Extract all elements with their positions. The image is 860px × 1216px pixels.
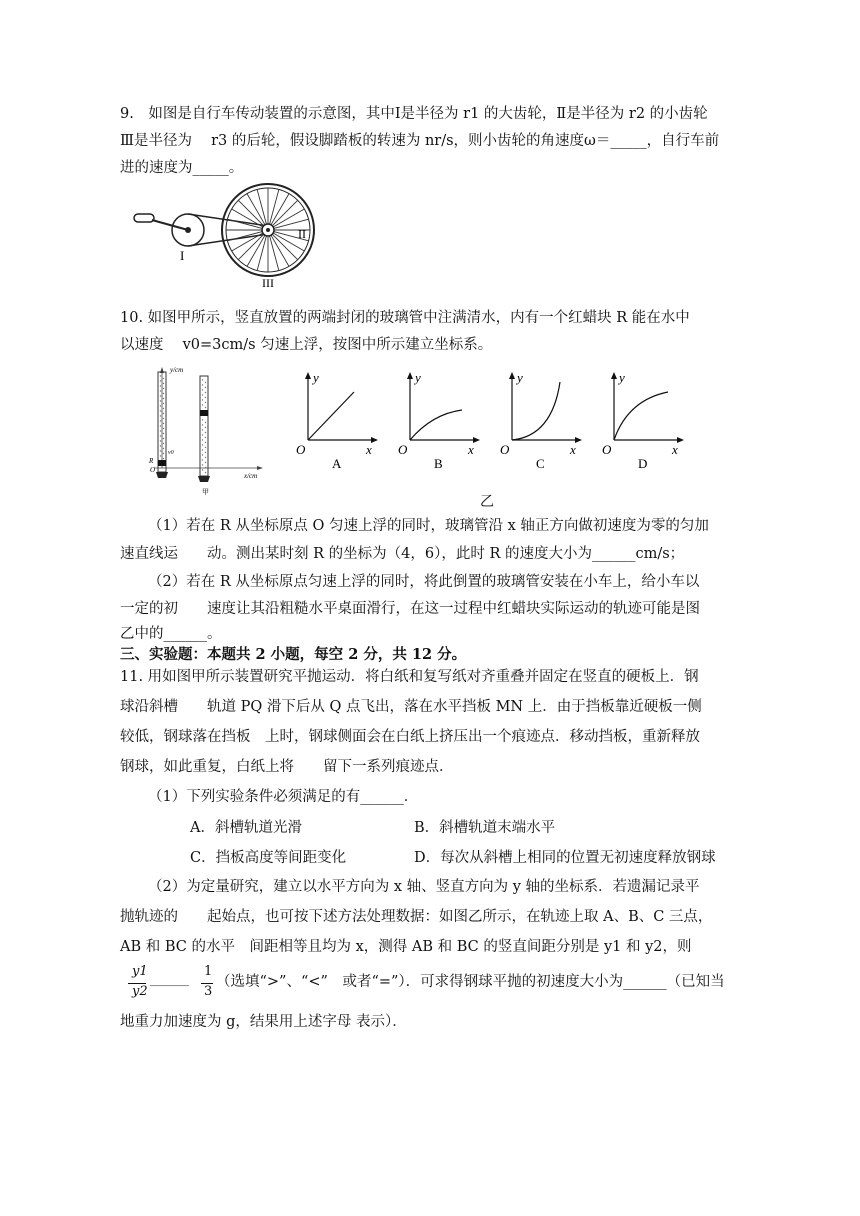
trajectory-graphs bbox=[288, 370, 688, 472]
graph-b bbox=[398, 370, 480, 471]
option-a: A．斜槽轨道光滑 bbox=[190, 820, 302, 836]
fraction-numerator: y1 bbox=[132, 964, 148, 979]
graph-d bbox=[602, 370, 684, 471]
jia-caption: 甲 bbox=[202, 488, 209, 496]
label-one: I bbox=[180, 248, 185, 263]
section-heading: 三、实验题：本题共 2 小题，每空 2 分，共 12 分。 bbox=[120, 646, 467, 663]
q9-line-3: 进的速度为_____。 bbox=[120, 160, 244, 176]
graph-a bbox=[296, 370, 378, 471]
q10-p1-line-2: 速直线运 动。测出某时刻 R 的坐标为（4，6），此时 R 的速度大小为______cm/s； bbox=[120, 546, 685, 562]
option-d: D．每次从斜槽上相同的位置无初速度释放钢球 bbox=[414, 850, 716, 866]
o-label: O bbox=[150, 466, 156, 474]
graph-option-label: B bbox=[434, 456, 443, 471]
graph-origin-label: O bbox=[602, 442, 612, 457]
q9-line-1: 9. 如图是自行车传动装置的示意图，其中Ⅰ是半径为 r1 的大齿轮，Ⅱ是半径为 r2 的小齿轮 bbox=[120, 106, 708, 122]
q11-p2-line-5: 地重力加速度为 g，结果用上述字母 表示）． bbox=[120, 1014, 407, 1030]
q10-line-2: 以速度 v0=3cm/s 匀速上浮，按图中所示建立坐标系。 bbox=[120, 337, 493, 353]
q11-p2-line-3: AB 和 BC 的水平 间距相等且均为 x，测得 AB 和 BC 的竖直间距分别是 y1 和 y2，则 bbox=[120, 939, 692, 955]
q11-line-4: 钢球，如此重复，白纸上将 留下一系列痕迹点． bbox=[120, 759, 454, 775]
bicycle-transmission-diagram bbox=[130, 178, 330, 290]
fraction-denominator: y2 bbox=[132, 984, 148, 999]
graph-x-label: x bbox=[570, 442, 576, 457]
graph-y-label: y bbox=[619, 370, 625, 385]
pedal-shape bbox=[134, 214, 154, 222]
graph-origin-label: O bbox=[296, 442, 306, 457]
q11-p2-line-1: （2）为定量研究，建立以水平方向为 x 轴、竖直方向为 y 轴的坐标系．若遗漏记录平 bbox=[148, 879, 700, 895]
q11-line-1: 11. 用如图甲所示装置研究平抛运动．将白纸和复写纸对齐重叠并固定在竖直的硬板上．钢 bbox=[120, 669, 699, 685]
x-cm-label: x/cm bbox=[244, 472, 258, 480]
q11-line-2: 球沿斜槽 轨道 PQ 滑下后从 Q 点飞出，落在水平挡板 MN 上．由于挡板靠近硬板一侧 bbox=[120, 699, 702, 715]
yi-caption: 乙 bbox=[480, 494, 494, 510]
graph-option-label: D bbox=[638, 456, 648, 471]
graph-x-label: x bbox=[468, 442, 474, 457]
q11-p2-line-4: （选填“>”、“<” 或者“=”）．可求得钢球平抛的初速度大小为______（已知当 bbox=[216, 974, 725, 990]
q10-p1-line-1: （1）若在 R 从坐标原点 O 匀速上浮的同时，玻璃管沿 x 轴正方向做初速度为零的匀加 bbox=[148, 518, 709, 534]
q10-p2-line-2: 一定的初 速度让其沿粗糙水平桌面滑行，在这一过程中红蜡块实际运动的轨迹可能是图 bbox=[120, 601, 700, 617]
graph-option-label: C bbox=[536, 456, 545, 471]
fraction-right-numerator: 1 bbox=[204, 964, 213, 979]
crank-line bbox=[152, 220, 188, 230]
y-cm-label: y/cm bbox=[170, 366, 184, 374]
q9-line-2: Ⅲ是半径为 r3 的后轮，假设脚踏板的转速为 nr/s，则小齿轮的角速度ω＝_____，自行车前 bbox=[120, 133, 720, 149]
graph-origin-label: O bbox=[398, 442, 408, 457]
q11-p2-line-2: 抛轨迹的 起始点，也可按下述方法处理数据：如图乙所示，在轨迹上取 A、B、C 三点， bbox=[120, 909, 713, 925]
wax-block-two bbox=[200, 410, 208, 416]
r-label: R bbox=[149, 457, 154, 465]
option-c: C．挡板高度等间距变化 bbox=[190, 850, 347, 866]
q11-p1: （1）下列实验条件必须满足的有______． bbox=[148, 789, 419, 805]
graph-y-label: y bbox=[517, 370, 523, 385]
q11-line-3: 较低，钢球落在挡板 上时，钢球侧面会在白纸上挤压出一个痕迹点．移动挡板，重新释放 bbox=[120, 729, 700, 745]
q10-p2-line-3: 乙中的______。 bbox=[120, 626, 222, 642]
graph-x-label: x bbox=[672, 442, 678, 457]
option-b: B．斜槽轨道末端水平 bbox=[414, 820, 556, 836]
graph-origin-label: O bbox=[500, 442, 510, 457]
tube-two bbox=[200, 376, 208, 476]
fraction-right-denominator: 3 bbox=[204, 984, 213, 999]
comparison-blank: ______ bbox=[150, 972, 189, 987]
q10-line-1: 10. 如图甲所示，竖直放置的两端封闭的玻璃管中注满清水，内有一个红蜡块 R 能在水中 bbox=[120, 310, 690, 326]
v0-label: v0 bbox=[168, 450, 174, 456]
wax-block-one bbox=[158, 460, 166, 466]
graph-y-label: y bbox=[313, 370, 319, 385]
graph-x-label: x bbox=[366, 442, 372, 457]
graph-option-label: A bbox=[332, 456, 342, 471]
graph-c bbox=[500, 370, 582, 471]
graph-y-label: y bbox=[415, 370, 421, 385]
q10-p2-line-1: （2）若在 R 从坐标原点匀速上浮的同时，将此倒置的玻璃管安装在小车上，给小车以 bbox=[148, 574, 700, 590]
label-two: II bbox=[298, 227, 306, 241]
glass-tube-diagram bbox=[140, 364, 270, 496]
label-three: III bbox=[262, 276, 274, 290]
